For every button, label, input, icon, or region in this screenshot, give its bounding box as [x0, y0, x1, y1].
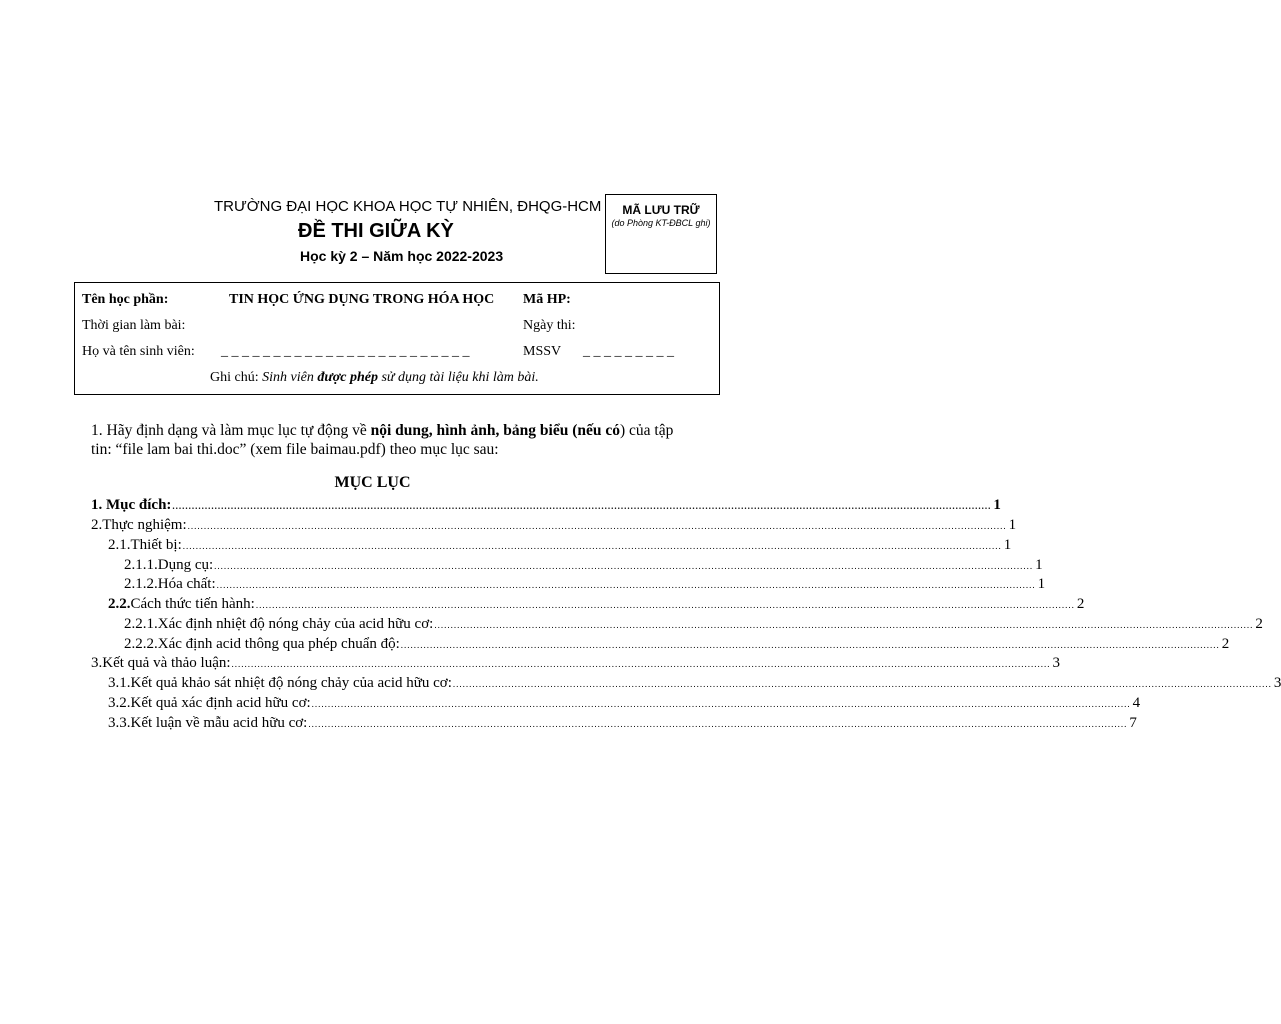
- toc-entry: [108, 534, 1012, 554]
- exam-title: ĐỀ THI GIỮA KỲ: [298, 220, 454, 242]
- toc-entry: [108, 672, 1281, 692]
- toc-entry-page: 2: [1076, 596, 1085, 612]
- toc-entry-text: Kết quả và thảo luận:: [102, 655, 231, 671]
- semester-label: Học kỳ 2 – Năm học 2022-2023: [300, 248, 504, 264]
- toc-entry: [108, 692, 1141, 712]
- toc-entry: [124, 633, 1230, 653]
- toc-entry-leader: ............................................................................................................................................................................................................................................................: [182, 541, 1002, 551]
- toc-entry-text: Xác định acid thông qua phép chuẩn độ:: [157, 636, 400, 652]
- toc-entry-number: 3.1.: [108, 675, 131, 691]
- toc-entry-text: Kết quả xác định acid hữu cơ:: [130, 695, 311, 711]
- toc-entry-text: Hóa chất:: [157, 576, 216, 592]
- toc-entry-number: 2.1.2.: [124, 576, 158, 592]
- student-name-blank: _ _ _ _ _ _ _ _ _ _ _ _ _ _ _ _ _ _ _ _ _ _ _ _: [221, 344, 470, 359]
- course-code-label: Mã HP:: [523, 292, 571, 307]
- toc-entry-leader: ............................................................................................................................................................................................................................................................: [216, 580, 1036, 590]
- toc-entry-page: 2: [1255, 616, 1263, 632]
- toc-entry: 1. Mục đích: ............................................................................................................................................................................................................................................................ 1: [91, 497, 1001, 513]
- exam-info-box: [74, 282, 720, 395]
- toc-entry-leader: ............................................................................................................................................................................................................................................................: [434, 620, 1254, 630]
- note-italic-1: Sinh viên: [262, 370, 318, 385]
- toc-entry-leader: ............................................................................................................................................................................................................................................................: [231, 659, 1051, 669]
- toc-entry-leader: ............................................................................................................................................................................................................................................................: [311, 699, 1131, 709]
- toc-entry: [124, 573, 1046, 593]
- course-label: Tên học phần:: [82, 292, 169, 307]
- archive-code-title: MÃ LƯU TRỮ: [622, 203, 700, 217]
- toc-entry-leader: ............................................................................................................................................................................................................................................................: [452, 679, 1272, 689]
- toc-entry: [108, 712, 1137, 732]
- archive-code-box: [605, 194, 717, 274]
- note-italic-2: sử dụng tài liệu khi làm bài.: [377, 370, 539, 385]
- toc-entry-page: 1: [1035, 557, 1043, 573]
- note-prefix: Ghi chú:: [210, 370, 263, 385]
- toc-entry-text: Xác định nhiệt độ nóng chảy của acid hữu cơ:: [157, 616, 434, 632]
- toc-entry-leader: ............................................................................................................................................................................................................................................................: [187, 521, 1007, 531]
- toc-entry-number: 2.1.1.: [124, 557, 158, 573]
- student-name-label: Họ và tên sinh viên:: [82, 344, 195, 359]
- toc-entry-page: 1: [1037, 576, 1046, 592]
- toc-entry-number: 3.: [91, 655, 103, 671]
- student-id-label: MSSV: [523, 344, 562, 359]
- toc-heading: MỤC LỤC: [334, 474, 411, 491]
- course-name: TIN HỌC ỨNG DỤNG TRONG HÓA HỌC: [229, 292, 495, 307]
- toc-entry-number: 2.2.2.: [124, 636, 158, 652]
- toc-entry-number: 3.2.: [108, 695, 131, 711]
- note-bold-italic: được phép: [317, 370, 378, 385]
- toc-entry-text: Cách thức tiến hành:: [130, 596, 255, 612]
- toc-entry-leader: ............................................................................................................................................................................................................................................................: [400, 640, 1220, 650]
- toc-entry-page: 4: [1132, 695, 1141, 711]
- toc-entry-page: 1: [1008, 517, 1017, 533]
- exam-note: [210, 370, 539, 386]
- toc-entry-leader: ............................................................................................................................................................................................................................................................: [172, 501, 992, 511]
- toc-entry-leader: ............................................................................................................................................................................................................................................................: [255, 600, 1075, 610]
- time-label: Thời gian làm bài:: [82, 318, 186, 333]
- student-id-blank: _ _ _ _ _ _ _ _ _: [583, 344, 674, 359]
- question-part-3: ) của tập tin: “file lam bai thi.doc” (xem file baimau.pdf) theo mục lục sau:: [91, 422, 674, 458]
- toc-entry-text: Thực nghiệm:: [102, 517, 187, 533]
- toc-entry-text: Dụng cụ:: [157, 557, 214, 573]
- toc-entry-text: Thiết bị:: [130, 537, 182, 553]
- toc-entry-number: 2.2.: [108, 596, 131, 612]
- toc-entry-page: 1: [1003, 537, 1012, 553]
- archive-code-note: (do Phòng KT-ĐBCL ghi): [611, 218, 711, 228]
- toc-entry-leader: ............................................................................................................................................................................................................................................................: [214, 561, 1034, 571]
- toc-entry: [108, 593, 1085, 613]
- toc-entry-number: 2.2.1.: [124, 616, 158, 632]
- toc-entry-leader: ............................................................................................................................................................................................................................................................: [308, 719, 1128, 729]
- toc-entry-number: 3.3.: [108, 715, 131, 731]
- school-name: TRƯỜNG ĐẠI HỌC KHOA HỌC TỰ NHIÊN, ĐHQG-HCM: [214, 198, 602, 215]
- toc-entry: [91, 514, 1017, 534]
- toc-entry: [91, 652, 1061, 672]
- toc-entry-number: 2.1.: [108, 537, 131, 553]
- toc-entry-text: Mục đích:: [106, 497, 172, 513]
- toc-entry-text: Kết luận về mẫu acid hữu cơ:: [130, 715, 308, 731]
- question-text: [91, 421, 691, 459]
- question-part-2: nội dung, hình ảnh, bảng biểu (nếu có: [370, 422, 620, 439]
- toc-entry-text: Kết quả khảo sát nhiệt độ nóng chảy của acid hữu cơ:: [130, 675, 452, 691]
- question-part-1: 1. Hãy định dạng và làm mục lục tự động về: [91, 422, 371, 439]
- toc-entry-page: 2: [1221, 636, 1230, 652]
- toc-entry: [124, 554, 1043, 574]
- date-label: Ngày thi:: [523, 318, 576, 333]
- toc-entry-page: 3: [1273, 675, 1281, 691]
- toc-entry: [124, 613, 1263, 633]
- toc-entry-number: 2.: [91, 517, 103, 533]
- toc-entry-page: 1: [993, 497, 1001, 513]
- toc-entry-page: 7: [1129, 715, 1137, 731]
- toc-entry-page: 3: [1052, 655, 1061, 671]
